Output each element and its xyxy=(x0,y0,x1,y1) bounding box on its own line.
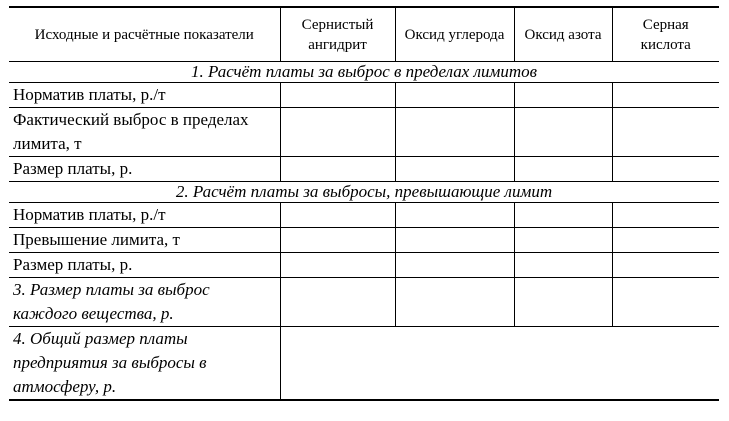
table-cell xyxy=(280,203,395,228)
header-indicators: Исходные и расчётные показатели xyxy=(9,7,280,62)
row-label: Превышение лимита, т xyxy=(9,228,280,253)
table-header-row xyxy=(9,7,719,62)
table-cell xyxy=(395,157,514,182)
table-row xyxy=(9,83,719,108)
header-carbon-oxide: Оксид углерода xyxy=(395,7,514,62)
table-row xyxy=(9,327,719,401)
table-cell xyxy=(395,253,514,278)
row-label: Норматив платы, р./т xyxy=(9,83,280,108)
table-row xyxy=(9,108,719,157)
document-page xyxy=(9,6,719,401)
table-cell xyxy=(280,83,395,108)
header-sulfur-dioxide: Сернистый ангидрит xyxy=(280,7,395,62)
table-cell xyxy=(514,278,612,327)
row-label: Фактический выброс в пределах лимита, т xyxy=(9,108,280,157)
table-cell xyxy=(612,228,719,253)
table-row xyxy=(9,253,719,278)
row-label: Норматив платы, р./т xyxy=(9,203,280,228)
row-label-overall-total: 4. Общий размер платы предприятия за выбросы в атмосферу, р. xyxy=(9,327,280,401)
table-cell xyxy=(514,157,612,182)
emission-payment-table xyxy=(9,6,719,401)
table-cell xyxy=(514,253,612,278)
table-cell xyxy=(280,228,395,253)
table-cell xyxy=(612,203,719,228)
table-row xyxy=(9,203,719,228)
row-label: Размер платы, р. xyxy=(9,253,280,278)
header-nitrogen-oxide: Оксид азота xyxy=(514,7,612,62)
header-sulfuric-acid: Серная кислота xyxy=(612,7,719,62)
table-row xyxy=(9,228,719,253)
table-cell xyxy=(395,203,514,228)
table-cell xyxy=(514,228,612,253)
section-1-title: 1. Расчёт платы за выброс в пределах лимитов xyxy=(9,62,719,83)
table-cell xyxy=(612,83,719,108)
table-cell xyxy=(395,83,514,108)
table-cell xyxy=(514,83,612,108)
table-cell xyxy=(395,278,514,327)
table-cell xyxy=(280,157,395,182)
table-cell xyxy=(395,108,514,157)
table-cell xyxy=(612,108,719,157)
table-cell xyxy=(612,278,719,327)
table-cell xyxy=(612,157,719,182)
section-1-row xyxy=(9,62,719,83)
table-row xyxy=(9,157,719,182)
table-cell-merged xyxy=(280,327,719,401)
row-label: Размер платы, р. xyxy=(9,157,280,182)
row-label-per-substance-total: 3. Размер платы за выброс каждого вещества, р. xyxy=(9,278,280,327)
table-cell xyxy=(280,278,395,327)
table-cell xyxy=(612,253,719,278)
table-cell xyxy=(280,253,395,278)
table-cell xyxy=(280,108,395,157)
table-cell xyxy=(514,203,612,228)
table-cell xyxy=(514,108,612,157)
table-cell xyxy=(395,228,514,253)
section-2-title: 2. Расчёт платы за выбросы, превышающие лимит xyxy=(9,182,719,203)
table-row xyxy=(9,278,719,327)
section-2-row xyxy=(9,182,719,203)
